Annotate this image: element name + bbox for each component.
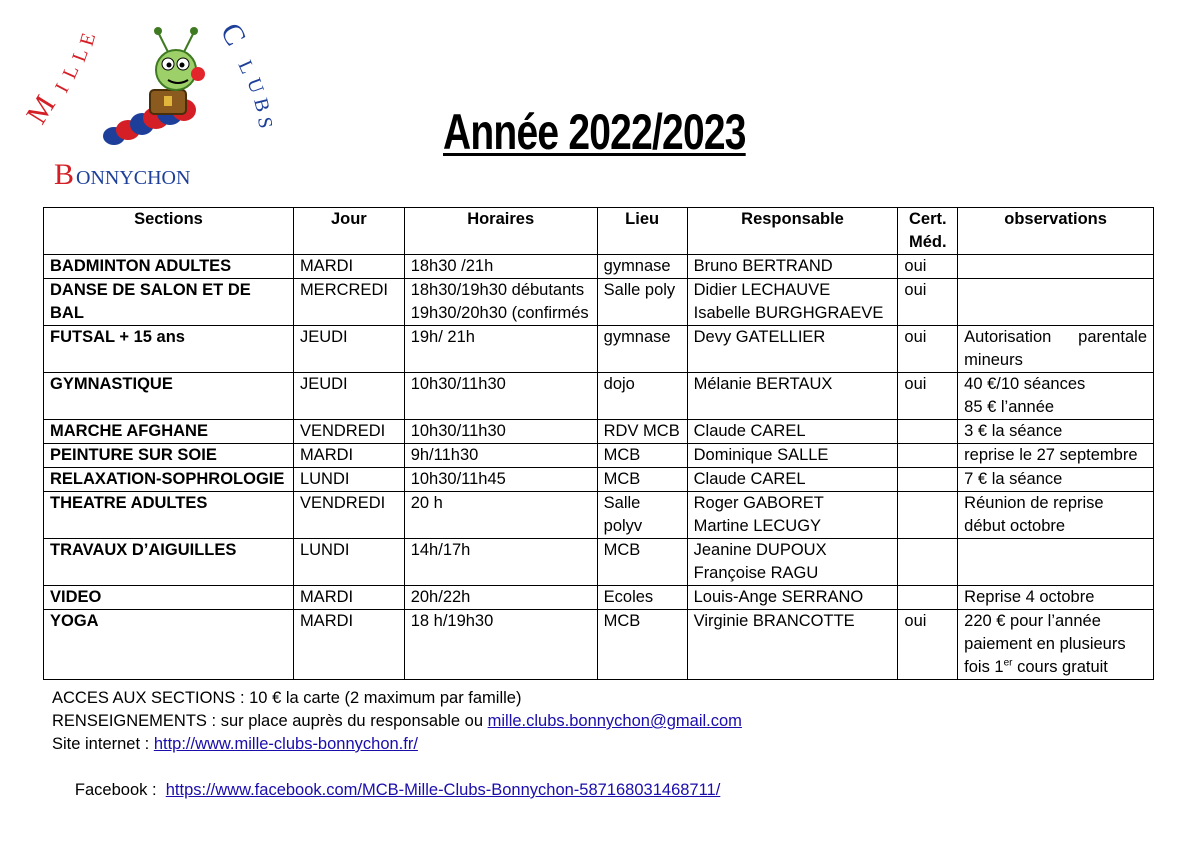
cell-line: 10h30/11h45 <box>410 470 506 488</box>
table-row <box>44 326 1154 373</box>
cell-line: Reprise 4 octobre <box>964 588 1095 606</box>
cell-observations <box>958 586 1154 610</box>
cell-responsable <box>687 279 898 326</box>
cell-responsable <box>687 468 898 492</box>
table-row <box>44 586 1154 610</box>
cell-lieu <box>597 539 687 586</box>
cell-line: Martine LECUGY <box>693 517 822 535</box>
cell-cert: oui <box>898 279 958 326</box>
cell-line: Louis-Ange SERRANO <box>693 588 864 606</box>
cell-line: Roger GABORET <box>693 494 824 512</box>
header-med-line: Méd. <box>908 233 947 251</box>
cell-line: THEATRE ADULTES <box>50 494 208 512</box>
cell-line: début octobre <box>964 517 1066 535</box>
cell-line: 18 h/19h30 <box>410 612 494 630</box>
cell-horaires <box>404 373 597 420</box>
cell-responsable <box>687 586 898 610</box>
logo-letter: U <box>242 75 268 97</box>
cell-line: RELAXATION-SOPHROLOGIE <box>50 470 285 488</box>
mille-clubs-logo <box>19 17 278 193</box>
cell-line: Salle <box>603 494 641 512</box>
cell-line <box>964 656 1147 679</box>
svg-text:ONNYCHON: ONNYCHON <box>76 167 191 189</box>
cell-section <box>44 586 294 610</box>
cell-section <box>44 420 294 444</box>
cell-observations <box>958 255 1154 279</box>
cell-horaires <box>404 586 597 610</box>
table-row <box>44 420 1154 444</box>
cell-horaires <box>404 492 597 539</box>
cell-jour: MARDI <box>293 610 404 680</box>
cell-horaires <box>404 444 597 468</box>
logo-letter: E <box>75 30 101 49</box>
table-row <box>44 492 1154 539</box>
cell-section <box>44 373 294 420</box>
logo-word-bottom <box>54 158 190 191</box>
cell-observations <box>958 373 1154 420</box>
cell-line: mineurs <box>964 351 1023 369</box>
cell-line: 19h/ 21h <box>410 328 475 346</box>
cell-responsable <box>687 326 898 373</box>
cell-responsable <box>687 610 898 680</box>
cell-cert <box>898 420 958 444</box>
cell-line: 20h/22h <box>410 588 471 606</box>
cell-line: 220 € pour l’année <box>964 612 1101 630</box>
cell-observations <box>958 444 1154 468</box>
cell-responsable <box>687 539 898 586</box>
cell-line: MCB <box>603 470 641 488</box>
cell-line: RDV MCB <box>603 422 680 440</box>
cell-section <box>44 539 294 586</box>
cell-observations <box>958 610 1154 680</box>
cell-responsable <box>687 420 898 444</box>
header-sections: Sections <box>44 208 294 255</box>
header-cert-med <box>898 208 958 255</box>
cell-jour: JEUDI <box>293 373 404 420</box>
cell-horaires <box>404 610 597 680</box>
cell-section <box>44 468 294 492</box>
cell-line: 40 €/10 séances <box>964 375 1086 393</box>
cell-line: paiement en plusieurs <box>964 635 1126 653</box>
cell-observations <box>958 326 1154 373</box>
cell-cert <box>898 492 958 539</box>
header-jour: Jour <box>293 208 404 255</box>
cell-horaires <box>404 539 597 586</box>
cell-line: PEINTURE SUR SOIE <box>50 446 217 464</box>
header-lieu: Lieu <box>597 208 687 255</box>
cell-text: cours gratuit <box>1012 658 1108 676</box>
cell-responsable <box>687 255 898 279</box>
logo-letter: I <box>50 80 74 97</box>
cell-lieu <box>597 444 687 468</box>
cell-line: Mélanie BERTAUX <box>693 375 833 393</box>
header-observations: observations <box>958 208 1154 255</box>
cell-line: Claude CAREL <box>693 470 806 488</box>
cell-line: dojo <box>603 375 635 393</box>
cell-line: 18h30 /21h <box>410 257 494 275</box>
cell-line: 3 € la séance <box>964 422 1063 440</box>
cell-line: Réunion de reprise <box>964 494 1104 512</box>
header-horaires: Horaires <box>404 208 597 255</box>
cell-line: MCB <box>603 612 641 630</box>
cell-observations <box>958 468 1154 492</box>
cell-lieu <box>597 468 687 492</box>
cell-line: gymnase <box>603 328 671 346</box>
cell-line: MARCHE AFGHANE <box>50 422 208 440</box>
cell-line: DANSE DE SALON ET DE <box>50 281 251 299</box>
footer-renseignements <box>52 710 742 733</box>
cell-line: 10h30/11h30 <box>410 375 506 393</box>
cell-cert <box>898 539 958 586</box>
cell-jour: MERCREDI <box>293 279 404 326</box>
cell-cert: oui <box>898 255 958 279</box>
svg-text:B: B <box>54 158 75 191</box>
cell-text: fois 1 <box>964 658 1004 676</box>
cell-cert <box>898 444 958 468</box>
cell-jour: LUNDI <box>293 539 404 586</box>
logo-letter: M <box>19 89 63 130</box>
cell-line: reprise le 27 septembre <box>964 446 1138 464</box>
site-label: Site internet : <box>52 735 154 753</box>
cell-line: Dominique SALLE <box>693 446 829 464</box>
superscript: er <box>1003 657 1013 669</box>
cell-observations <box>958 539 1154 586</box>
cell-line: Virginie BRANCOTTE <box>693 612 855 630</box>
cell-line: 85 € l’année <box>964 398 1055 416</box>
cell-responsable <box>687 492 898 539</box>
cell-line: BADMINTON ADULTES <box>50 257 232 275</box>
cell-observations <box>958 420 1154 444</box>
cell-observations <box>958 492 1154 539</box>
cell-line: 18h30/19h30 débutants <box>410 281 585 299</box>
cell-cert: oui <box>898 326 958 373</box>
logo-letter: L <box>68 45 93 65</box>
cell-section <box>44 255 294 279</box>
cell-line: MCB <box>603 541 641 559</box>
cell-lieu <box>597 255 687 279</box>
table-header-row <box>44 208 1154 255</box>
cell-line: 10h30/11h30 <box>410 422 506 440</box>
cell-section <box>44 326 294 373</box>
table-row <box>44 539 1154 586</box>
cell-line: 19h30/20h30 (confirmés <box>410 304 589 322</box>
cell-line: Autorisation parentale <box>964 328 1147 346</box>
page-title: Année 2022/2023 <box>443 104 746 160</box>
cell-line: MCB <box>603 446 641 464</box>
cell-lieu <box>597 373 687 420</box>
logo-letter: C <box>213 17 253 51</box>
table-row <box>44 610 1154 680</box>
cell-line: Didier LECHAUVE <box>693 281 831 299</box>
schedule-table <box>43 207 1154 680</box>
cell-horaires <box>404 420 597 444</box>
table-row <box>44 444 1154 468</box>
cell-horaires <box>404 255 597 279</box>
footer-facebook <box>52 756 742 825</box>
facebook-label: Facebook : <box>70 781 166 799</box>
cell-cert: oui <box>898 373 958 420</box>
table-row <box>44 255 1154 279</box>
cell-cert <box>898 586 958 610</box>
site-link[interactable]: http://www.mille-clubs-bonnychon.fr/ <box>153 735 418 753</box>
cell-responsable <box>687 373 898 420</box>
cell-line: polyv <box>603 517 643 535</box>
cell-line: VIDEO <box>50 588 102 606</box>
cell-line: 14h/17h <box>410 541 471 559</box>
cell-line: Salle poly <box>603 281 676 299</box>
renseignements-label: RENSEIGNEMENTS : sur place auprès du responsable ou <box>52 712 488 730</box>
cell-section <box>44 610 294 680</box>
cell-line: 20 h <box>410 494 443 512</box>
cell-lieu <box>597 326 687 373</box>
cell-section <box>44 444 294 468</box>
caterpillar-mascot-icon <box>103 27 205 145</box>
cell-jour: MARDI <box>293 444 404 468</box>
email-link[interactable]: mille.clubs.bonnychon@gmail.com <box>487 712 742 730</box>
cell-lieu <box>597 420 687 444</box>
cell-line: Devy GATELLIER <box>693 328 826 346</box>
footer-info <box>52 687 742 825</box>
cell-jour: MARDI <box>293 586 404 610</box>
cell-lieu <box>597 279 687 326</box>
logo-letter: L <box>58 61 84 83</box>
cell-section <box>44 279 294 326</box>
cell-line: TRAVAUX D’AIGUILLES <box>50 541 237 559</box>
cell-line: Jeanine DUPOUX <box>693 541 827 559</box>
logo-word-right <box>214 18 277 130</box>
cell-line: gymnase <box>603 257 671 275</box>
cell-jour: VENDREDI <box>293 420 404 444</box>
cell-horaires <box>404 279 597 326</box>
cell-line: Bruno BERTRAND <box>693 257 833 275</box>
logo-letter: S <box>253 115 277 130</box>
table-row <box>44 279 1154 326</box>
cell-observations <box>958 279 1154 326</box>
cell-jour: JEUDI <box>293 326 404 373</box>
cell-line: BAL <box>50 304 84 322</box>
logo-word-left <box>20 31 100 130</box>
cell-lieu <box>597 492 687 539</box>
cell-line: Claude CAREL <box>693 422 806 440</box>
cell-line: Ecoles <box>603 588 654 606</box>
header-responsable: Responsable <box>687 208 898 255</box>
cell-line: 7 € la séance <box>964 470 1063 488</box>
facebook-link[interactable]: https://www.facebook.com/MCB-Mille-Clubs-Bonnychon-587168031468711/ <box>165 781 721 799</box>
cell-jour: LUNDI <box>293 468 404 492</box>
cell-line: YOGA <box>50 612 99 630</box>
cell-responsable <box>687 444 898 468</box>
logo-letter: B <box>249 95 274 115</box>
cell-jour: MARDI <box>293 255 404 279</box>
cell-lieu <box>597 586 687 610</box>
footer-site <box>52 733 742 756</box>
cell-line: 9h/11h30 <box>410 446 479 464</box>
cell-cert: oui <box>898 610 958 680</box>
logo-letter: L <box>233 57 259 78</box>
table-row <box>44 468 1154 492</box>
footer-acces: ACCES AUX SECTIONS : 10 € la carte (2 maximum par famille) <box>52 689 522 707</box>
cell-line: FUTSAL + 15 ans <box>50 328 185 346</box>
cell-horaires <box>404 468 597 492</box>
table-row <box>44 373 1154 420</box>
cell-jour: VENDREDI <box>293 492 404 539</box>
cell-line: Françoise RAGU <box>693 564 819 582</box>
cell-horaires <box>404 326 597 373</box>
cell-lieu <box>597 610 687 680</box>
cell-cert <box>898 468 958 492</box>
cell-line: Isabelle BURGHGRAEVE <box>693 304 884 322</box>
cell-line: GYMNASTIQUE <box>50 375 173 393</box>
cell-section <box>44 492 294 539</box>
header-cert-line: Cert. <box>908 210 947 228</box>
